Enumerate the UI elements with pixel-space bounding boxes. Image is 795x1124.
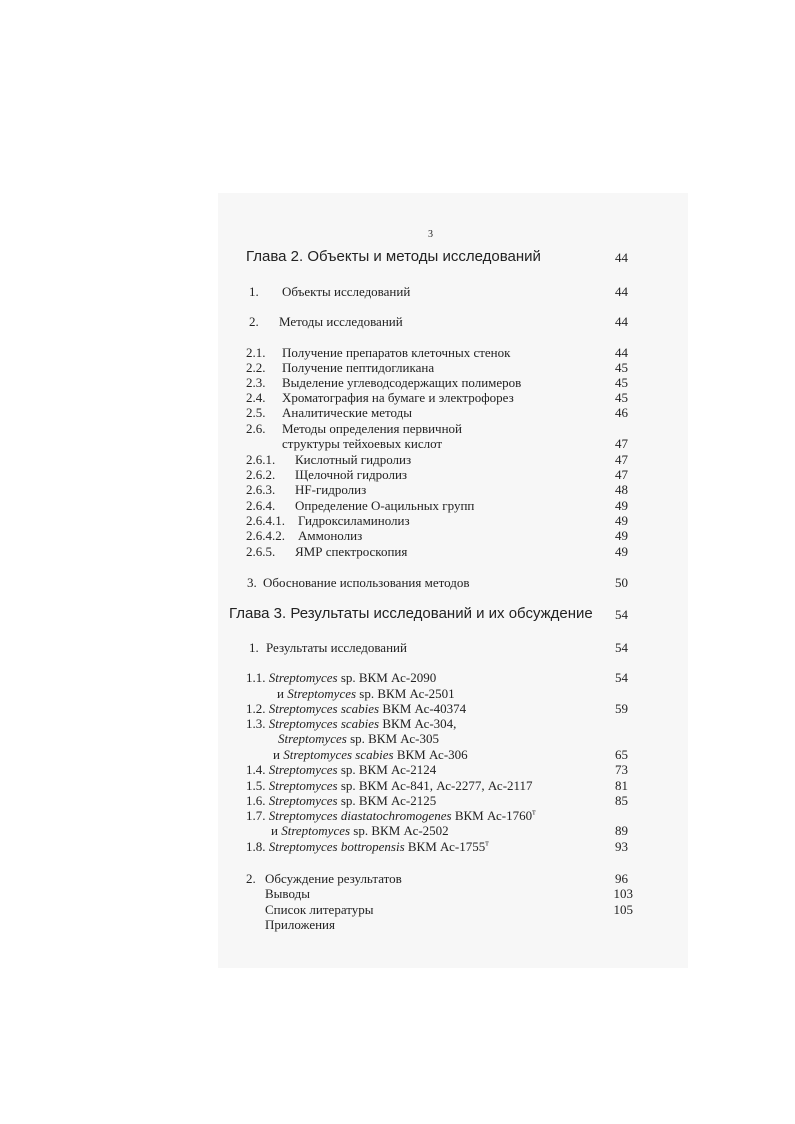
toc-num: 2.1. [246, 345, 266, 360]
toc-entry-strain: и Streptomyces scabies ВКМ Ас-306 [273, 747, 468, 762]
toc-entry-page: 105 [613, 902, 633, 917]
toc-entry-label: Хроматография на бумаге и электрофорез [282, 390, 514, 405]
toc-entry-label: Аналитические методы [282, 405, 412, 420]
toc-entry-label: Получение препаратов клеточных стенок [282, 345, 511, 360]
toc-entry-page: 49 [615, 544, 628, 559]
toc-entry-strain: и Streptomyces sp. ВКМ Ас-2501 [277, 686, 455, 701]
toc-num: 2.3. [246, 375, 266, 390]
toc-num: 1. [249, 284, 259, 299]
toc-entry-label: Список литературы [265, 902, 374, 917]
toc-entry-strain: и Streptomyces sp. ВКМ Ас-2502 [271, 823, 449, 838]
toc-entry-page: 47 [615, 467, 628, 482]
chapter-3-title: Глава 3. Результаты исследований и их обсуждение [229, 605, 593, 622]
toc-entry-label: Приложения [265, 917, 335, 932]
toc-entry-page: 44 [615, 345, 628, 360]
toc-num: 2.6.4.1. [246, 513, 285, 528]
toc-entry-label: Определение О-ацильных групп [295, 498, 475, 513]
toc-entry-strain: 1.2. Streptomyces scabies ВКМ Ас-40374 [246, 701, 467, 716]
toc-entry-page: 49 [615, 513, 628, 528]
toc-num: 2.5. [246, 405, 266, 420]
toc-entry-label: Кислотный гидролиз [295, 452, 412, 467]
toc-entry-page: 85 [615, 793, 628, 808]
toc-entry-label: Щелочной гидролиз [295, 467, 408, 482]
toc-entry-page: 59 [615, 701, 628, 716]
toc-entry-label: структуры тейхоевых кислот [282, 436, 443, 451]
toc-entry-page: 47 [615, 436, 628, 451]
toc-entry-label: Выделение углеводсодержащих полимеров [282, 375, 522, 390]
toc-entry-label: ЯМР спектроскопия [295, 544, 408, 559]
toc-entry-strain: 1.3. Streptomyces scabies ВКМ Ас-304, [246, 716, 457, 731]
toc-entry-label: Методы определения первичной [282, 421, 463, 436]
toc-num: 2.6.3. [246, 482, 276, 497]
toc-entry-strain: 1.4. Streptomyces sp. ВКМ Ас-2124 [246, 762, 437, 777]
toc-num: 2.6. [246, 421, 266, 436]
toc-entry-page: 54 [615, 640, 628, 655]
toc-entry-page: 46 [615, 405, 628, 420]
toc-num: 2.4. [246, 390, 266, 405]
toc-entry-page: 47 [615, 452, 628, 467]
toc-entry-label: Методы исследований [279, 314, 403, 329]
toc-entry-page: 103 [613, 886, 633, 901]
toc-entry-label: Получение пептидогликана [282, 360, 435, 375]
toc-entry-page: 49 [615, 528, 628, 543]
toc-num: 2.6.1. [246, 452, 276, 467]
toc-entry-page: 50 [615, 575, 628, 590]
toc-entry-page: 73 [615, 762, 628, 777]
toc-entry-label: Выводы [265, 886, 310, 901]
toc-entry-label: Обоснование использования методов [263, 575, 470, 590]
toc-num: 2.6.4. [246, 498, 276, 513]
toc-num: 3. [247, 575, 257, 590]
toc-entry-strain: 1.6. Streptomyces sp. ВКМ Ас-2125 [246, 793, 437, 808]
toc-entry-page: 45 [615, 390, 628, 405]
chapter-2-title: Глава 2. Объекты и методы исследований [246, 248, 541, 265]
toc-num: 2. [249, 314, 259, 329]
toc-entry-page: 49 [615, 498, 628, 513]
toc-num: 1. [249, 640, 259, 655]
toc-entry-strain: 1.8. Streptomyces bottropensis ВКМ $Ас-1755^т$ [246, 838, 489, 854]
toc-entry-label: Результаты исследований [266, 640, 407, 655]
toc-entry-label: Аммонолиз [298, 528, 363, 543]
toc-num: 2.6.4.2. [246, 528, 285, 543]
toc-entry-strain: Streptomyces sp. ВКМ Ас-305 [278, 731, 439, 746]
toc-entry-strain: 1.7. Streptomyces diastatochromogenes ВКМ $Ас-1760^т$ [246, 807, 536, 823]
toc-entry-label: Объекты исследований [282, 284, 411, 299]
toc-num: 2. [246, 871, 256, 886]
toc-entry-page: 45 [615, 375, 628, 390]
toc-entry-page: 44 [615, 314, 628, 329]
toc-entry-page: 45 [615, 360, 628, 375]
toc-entry-page: 54 [615, 670, 628, 685]
toc-entry-strain: 1.1. Streptomyces sp. ВКМ Ас-2090 [246, 670, 437, 685]
toc-entry-strain: 1.5. Streptomyces sp. ВКМ Ас-841, Ас-2277, Ас-2117 [246, 778, 533, 793]
toc-entry-page: 89 [615, 823, 628, 838]
chapter-3-page: 54 [615, 607, 628, 622]
toc-entry-page: 93 [615, 839, 628, 854]
toc-entry-page: 81 [615, 778, 628, 793]
toc-num: 2.6.5. [246, 544, 276, 559]
toc-num: 2.6.2. [246, 467, 276, 482]
toc-entry-page: 44 [615, 284, 628, 299]
toc-entry-label: Обсуждение результатов [265, 871, 402, 886]
toc-entry-page: 65 [615, 747, 628, 762]
page-number: 3 [428, 229, 433, 240]
toc-entry-label: HF-гидролиз [295, 482, 367, 497]
toc-num: 2.2. [246, 360, 266, 375]
toc-entry-page: 96 [615, 871, 628, 886]
toc-entry-label: Гидроксиламинолиз [298, 513, 410, 528]
chapter-2-page: 44 [615, 250, 628, 265]
toc-entry-page: 48 [615, 482, 628, 497]
